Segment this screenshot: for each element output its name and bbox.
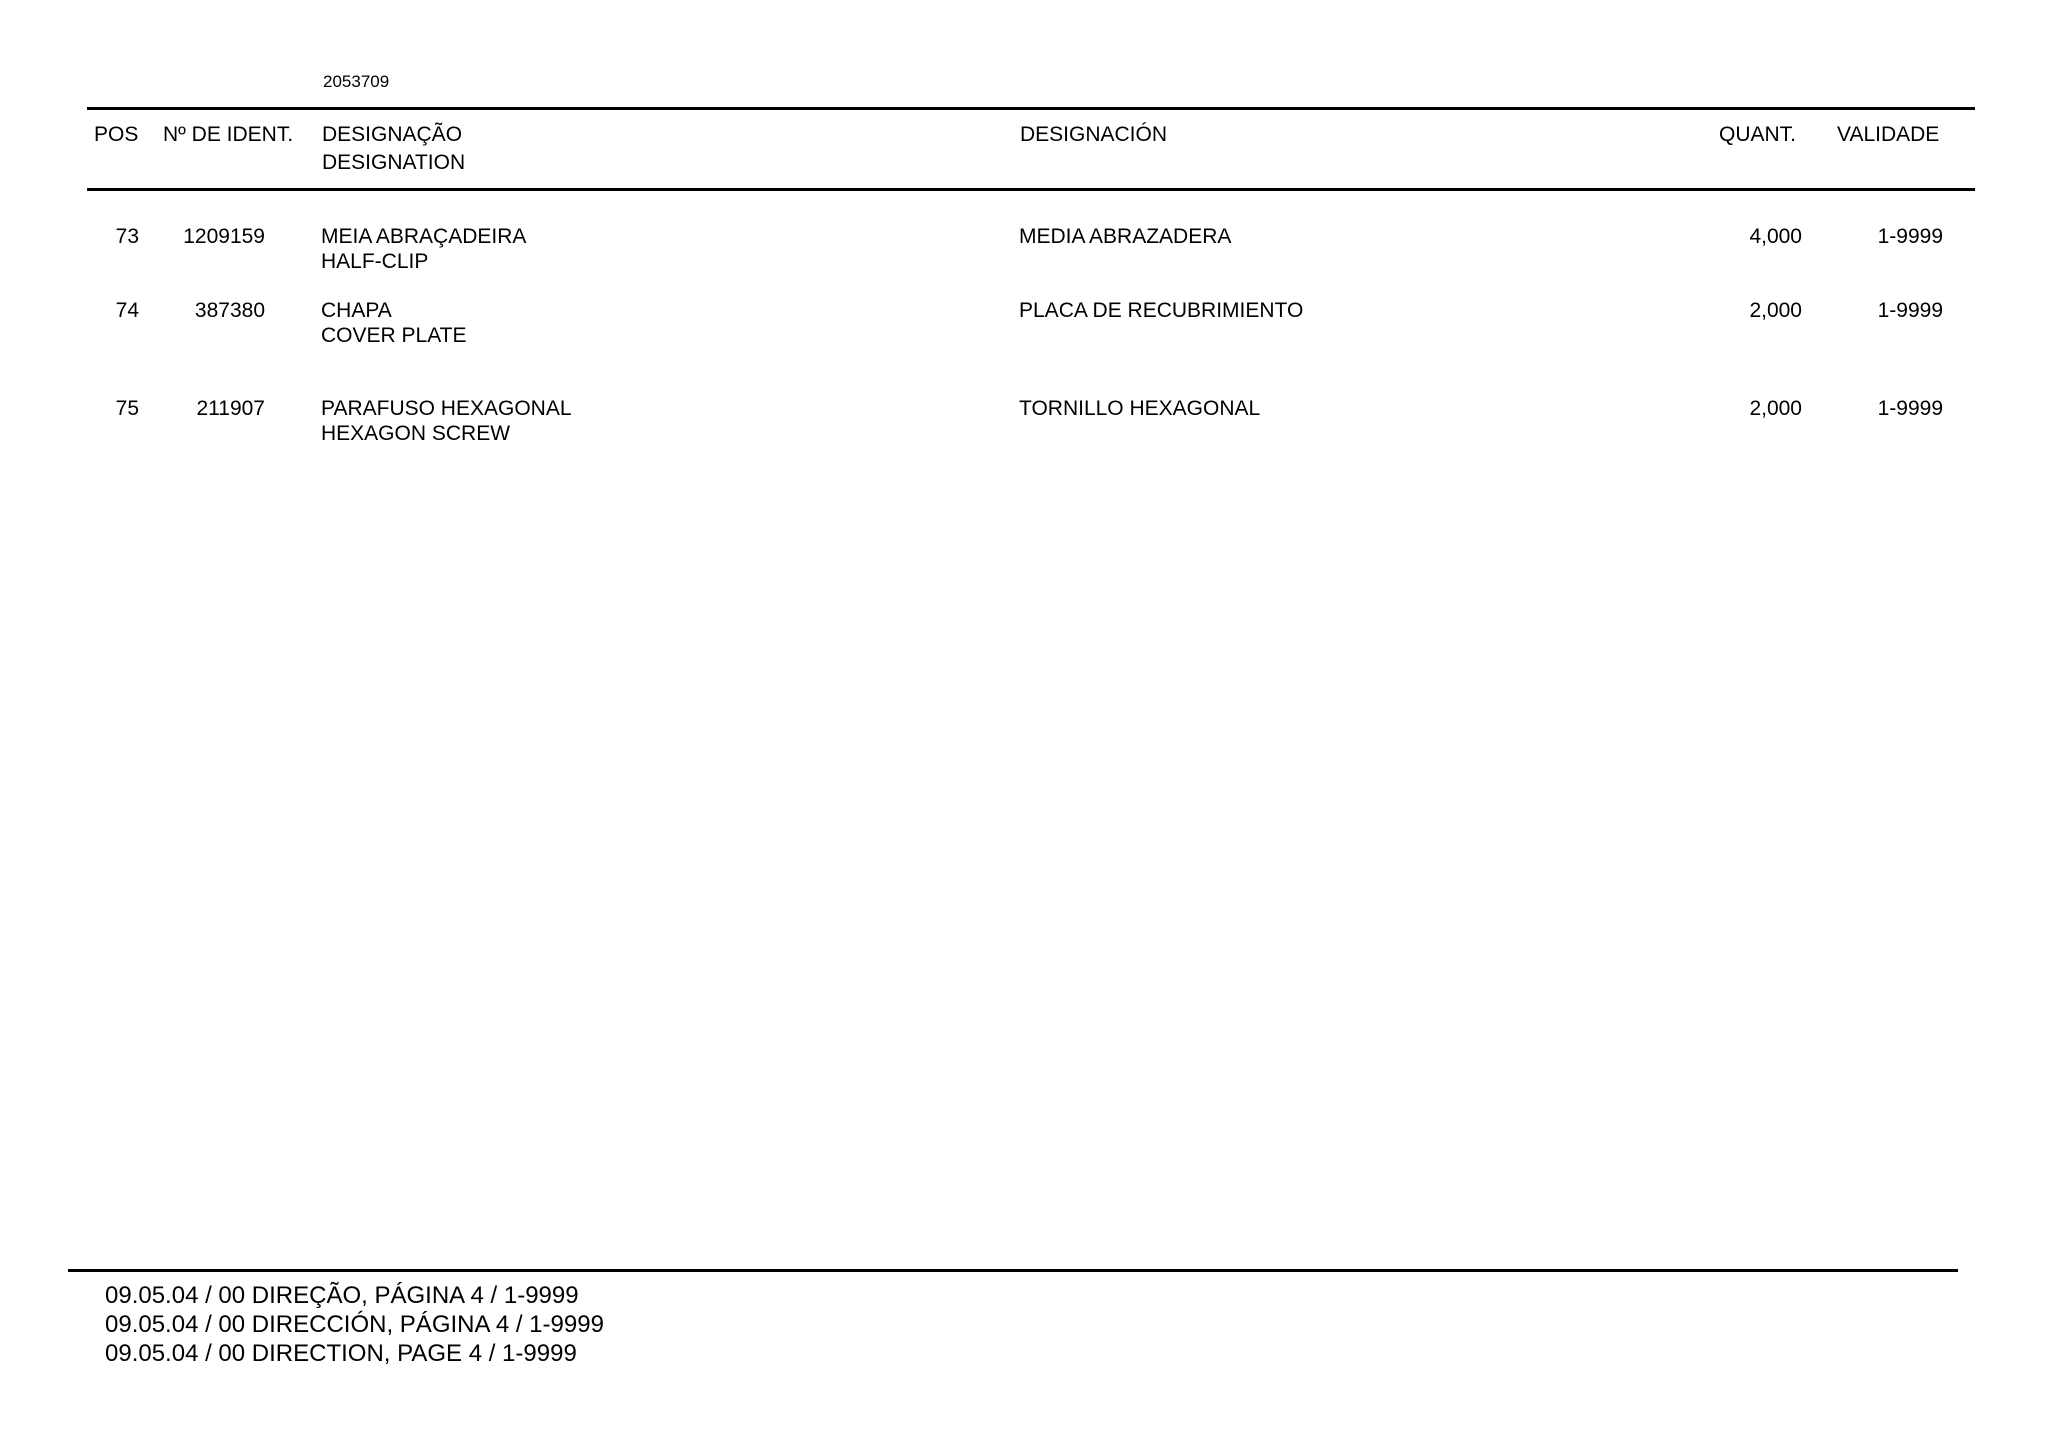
row-quantity: 4,000 (1749, 225, 1802, 248)
row-validity: 1-9999 (1877, 299, 1943, 322)
row-pos: 75 (115, 397, 139, 420)
column-header-designation-es: DESIGNACIÓN (1020, 123, 1168, 146)
footer-line-pt: 09.05.04 / 00 DIREÇÃO, PÁGINA 4 / 1-9999 (105, 1282, 579, 1309)
table-row (0, 298, 2048, 358)
table-row (0, 224, 2048, 284)
document-number: 2053709 (323, 72, 390, 91)
row-validity: 1-9999 (1877, 397, 1943, 420)
row-ident: 211907 (196, 397, 265, 420)
row-designation-pt: CHAPA (321, 299, 392, 322)
column-header-pos: POS (94, 123, 139, 146)
row-ident: 387380 (194, 299, 265, 322)
footer-line-es: 09.05.04 / 00 DIRECCIÓN, PÁGINA 4 / 1-9999 (105, 1311, 604, 1338)
header-top-rule (87, 107, 1975, 110)
row-designation-pt: PARAFUSO HEXAGONAL (321, 397, 572, 420)
row-ident: 1209159 (183, 225, 265, 248)
row-quantity: 2,000 (1749, 299, 1802, 322)
row-designation-es: TORNILLO HEXAGONAL (1019, 397, 1261, 420)
row-designation-pt: MEIA ABRAÇADEIRA (321, 225, 527, 248)
row-validity: 1-9999 (1877, 225, 1943, 248)
row-designation-en: COVER PLATE (321, 324, 467, 347)
footer-line-en: 09.05.04 / 00 DIRECTION, PAGE 4 / 1-9999 (105, 1340, 577, 1367)
column-header-designation-pt: DESIGNAÇÃO (322, 123, 463, 146)
row-designation-en: HALF-CLIP (321, 250, 429, 273)
table-row (0, 396, 2048, 456)
row-designation-es: PLACA DE RECUBRIMIENTO (1019, 299, 1304, 322)
column-header-ident: Nº DE IDENT. (163, 123, 294, 146)
header-bottom-rule (87, 188, 1975, 191)
column-header-quantity: QUANT. (1719, 123, 1797, 146)
column-header-designation-en: DESIGNATION (322, 151, 466, 174)
row-pos: 74 (115, 299, 139, 322)
footer-rule (68, 1269, 1958, 1272)
row-designation-es: MEDIA ABRAZADERA (1019, 225, 1232, 248)
row-quantity: 2,000 (1749, 397, 1802, 420)
row-pos: 73 (115, 225, 139, 248)
column-header-validity: VALIDADE (1837, 123, 1940, 146)
row-designation-en: HEXAGON SCREW (321, 422, 511, 445)
